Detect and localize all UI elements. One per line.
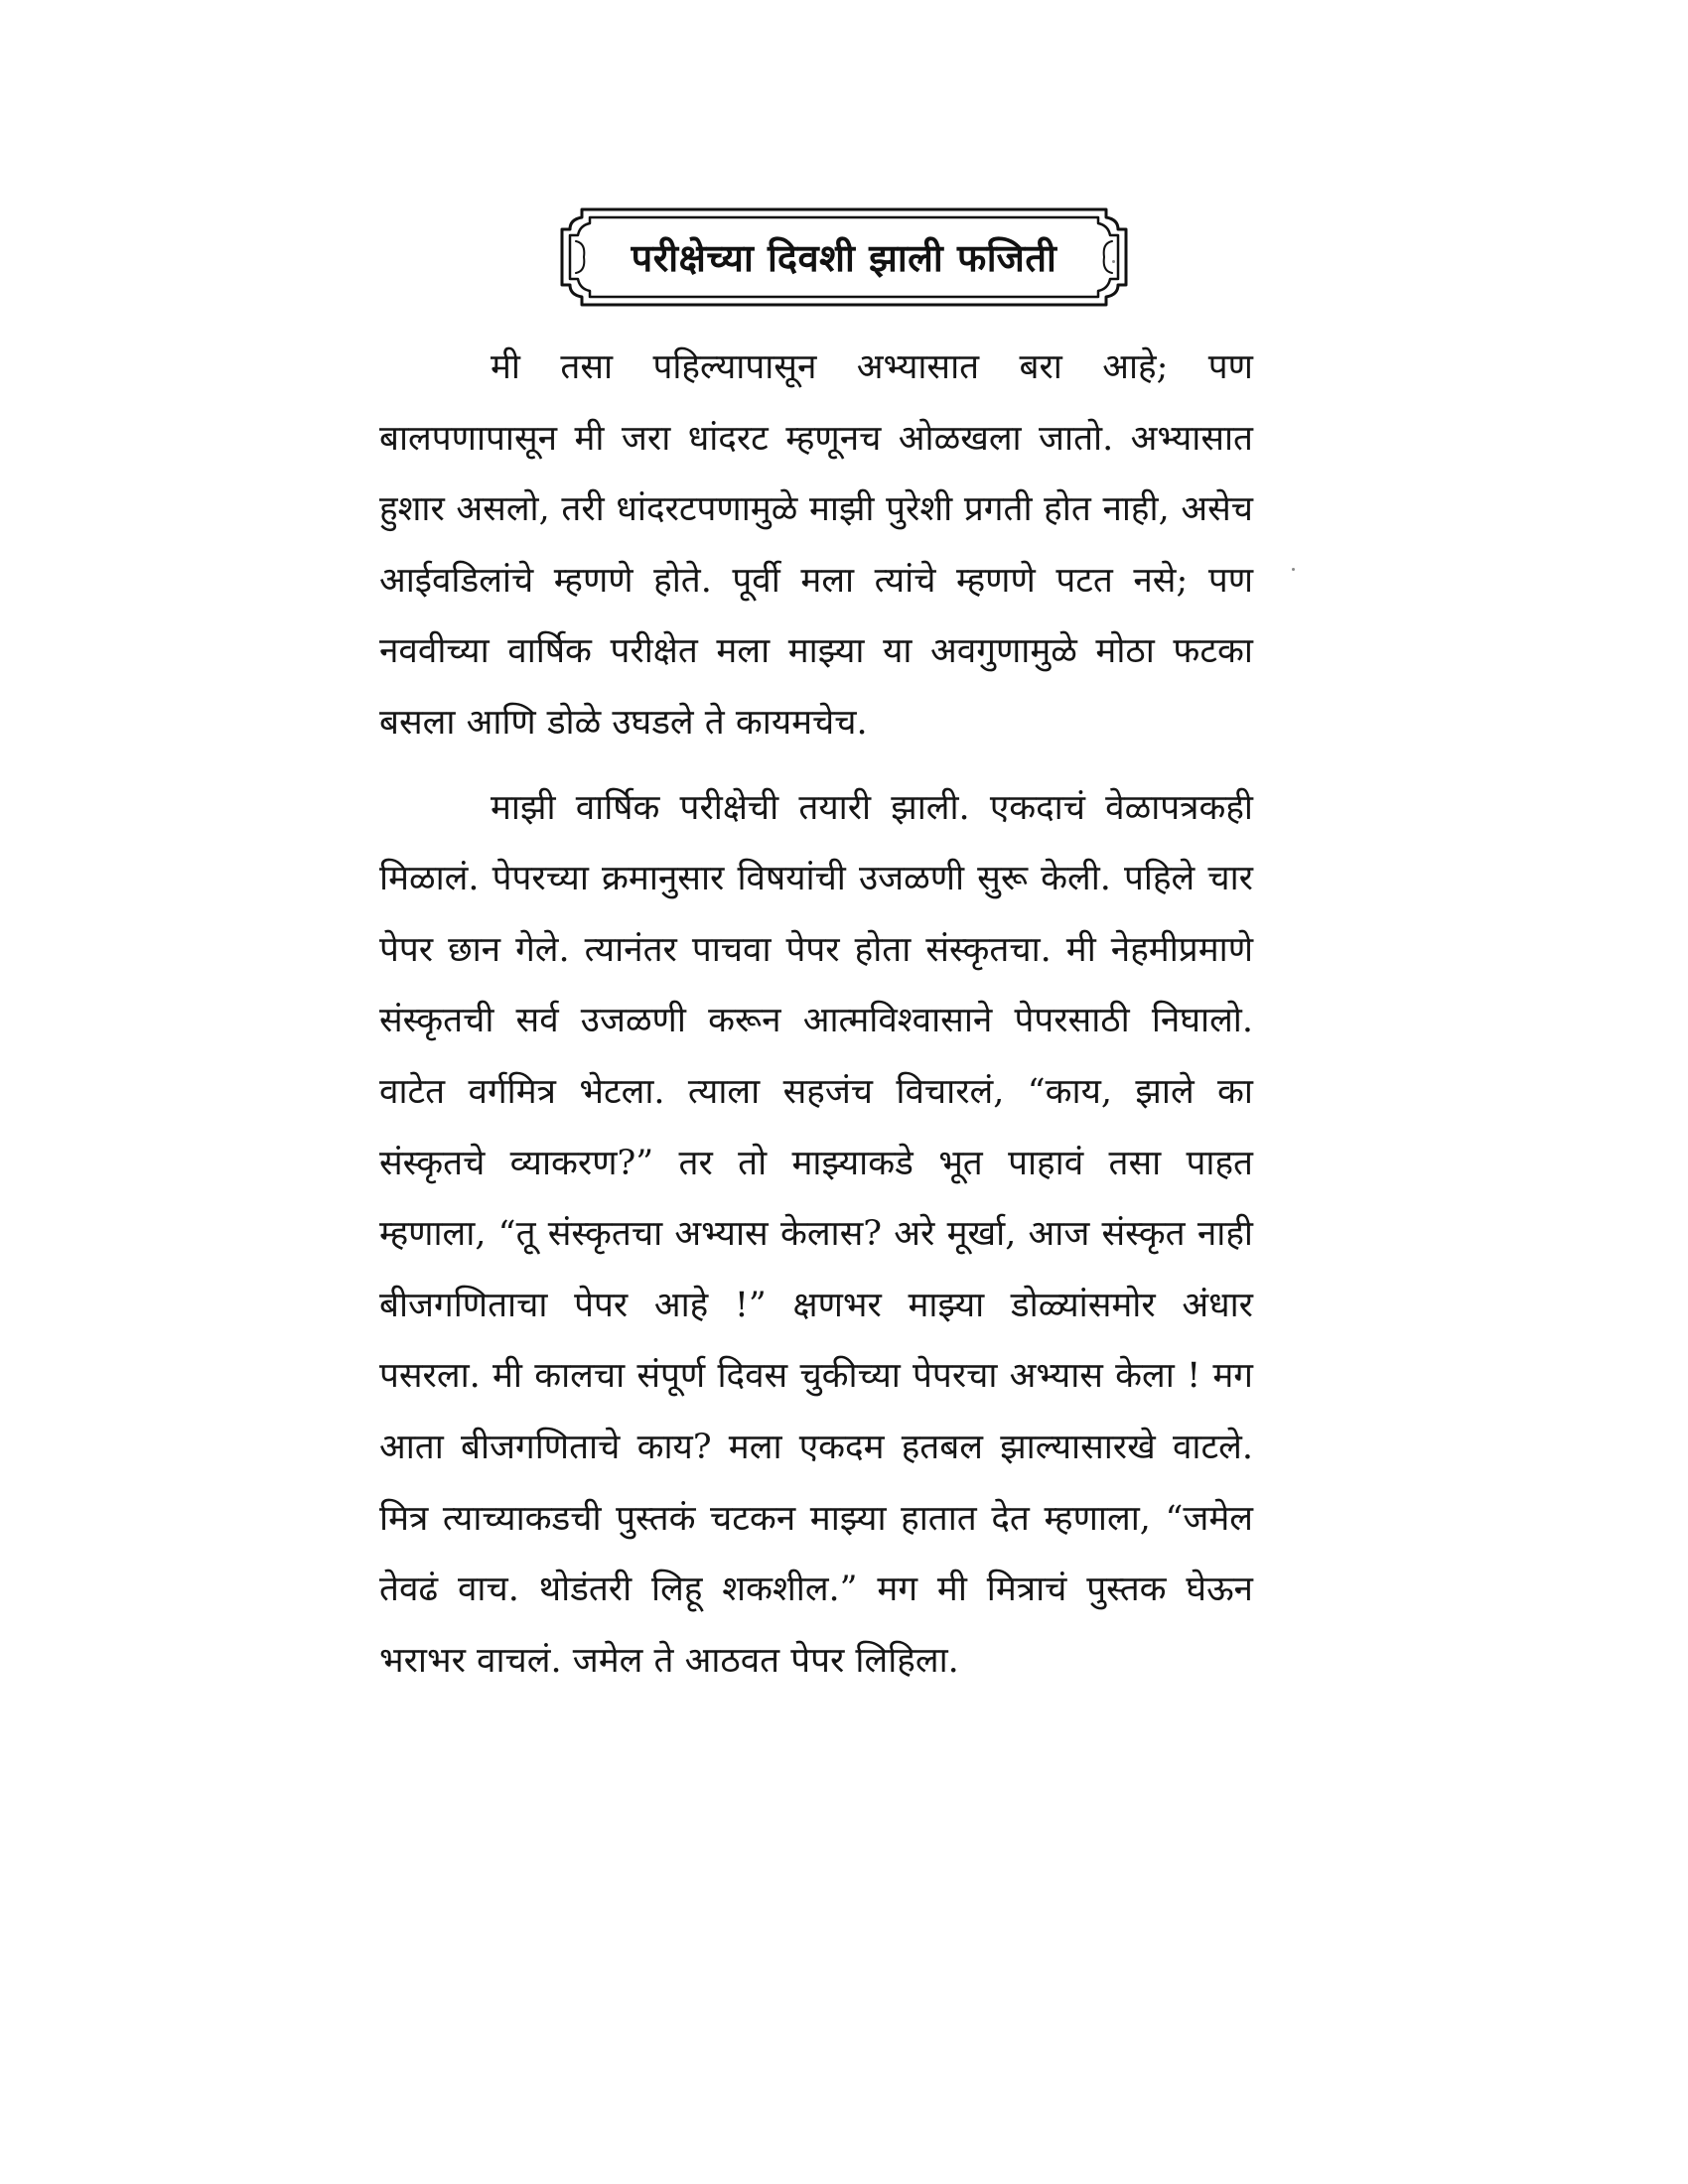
essay-body (379, 333, 1253, 1697)
scan-speck (1112, 260, 1115, 263)
paragraph: माझी वार्षिक परीक्षेची तयारी झाली. एकदाचं वेळापत्रकही मिळालं. पेपरच्या क्रमानुसार विषयांची उजळणी सुरू केली. पहिले चार पेपर छान गेले. त्यानंतर पाचवा पेपर होता संस्कृतचा. मी नेहमीप्रमाणे संस्कृतची सर्व उजळणी करून आत्मविश्वासाने पेपरसाठी निघालो. वाटेत वर्गमित्र भेटला. त्याला सहजंच विचारलं, “काय, झाले का संस्कृतचे व्याकरण?” तर तो माझ्याकडे भूत पाहावं तसा पाहत म्हणाला, “तू संस्कृतचा अभ्यास केलास? अरे मूर्खा, आज संस्कृत नाही बीजगणिताचा पेपर आहे !” क्षणभर माझ्या डोळ्यांसमोर अंधार पसरला. मी कालचा संपूर्ण दिवस चुकीच्या पेपरचा अभ्यास केला ! मग आता बीजगणिताचे काय? मला एकदम हतबल झाल्यासारखे वाटले. मित्र त्याच्याकडची पुस्तकं चटकन माझ्या हातात देत म्हणाला, “जमेल तेवढं वाच. थोडंतरी लिहू शकशील.” मग मी मित्राचं पुस्तक घेऊन भराभर वाचलं. जमेल ते आठवत पेपर लिहिला. (379, 787, 1253, 1681)
title-frame (556, 204, 1132, 311)
title-block (0, 204, 1688, 311)
scan-speck (1292, 568, 1295, 571)
paragraph: मी तसा पहिल्यापासून अभ्यासात बरा आहे; पण बालपणापासून मी जरा धांदरट म्हणूनच ओळखला जातो. अभ्यासात हुशार असलो, तरी धांदरटपणामुळे माझी पुरेशी प्रगती होत नाही, असेच आईवडिलांचे म्हणणे होते. पूर्वी मला त्यांचे म्हणणे पटत नसे; पण नववीच्या वार्षिक परीक्षेत मला माझ्या या अवगुणामुळे मोठा फटका बसला आणि डोळे उघडले ते कायमचेच. (379, 347, 1253, 743)
page-title: परीक्षेच्या दिवशी झाली फजिती (631, 236, 1057, 280)
